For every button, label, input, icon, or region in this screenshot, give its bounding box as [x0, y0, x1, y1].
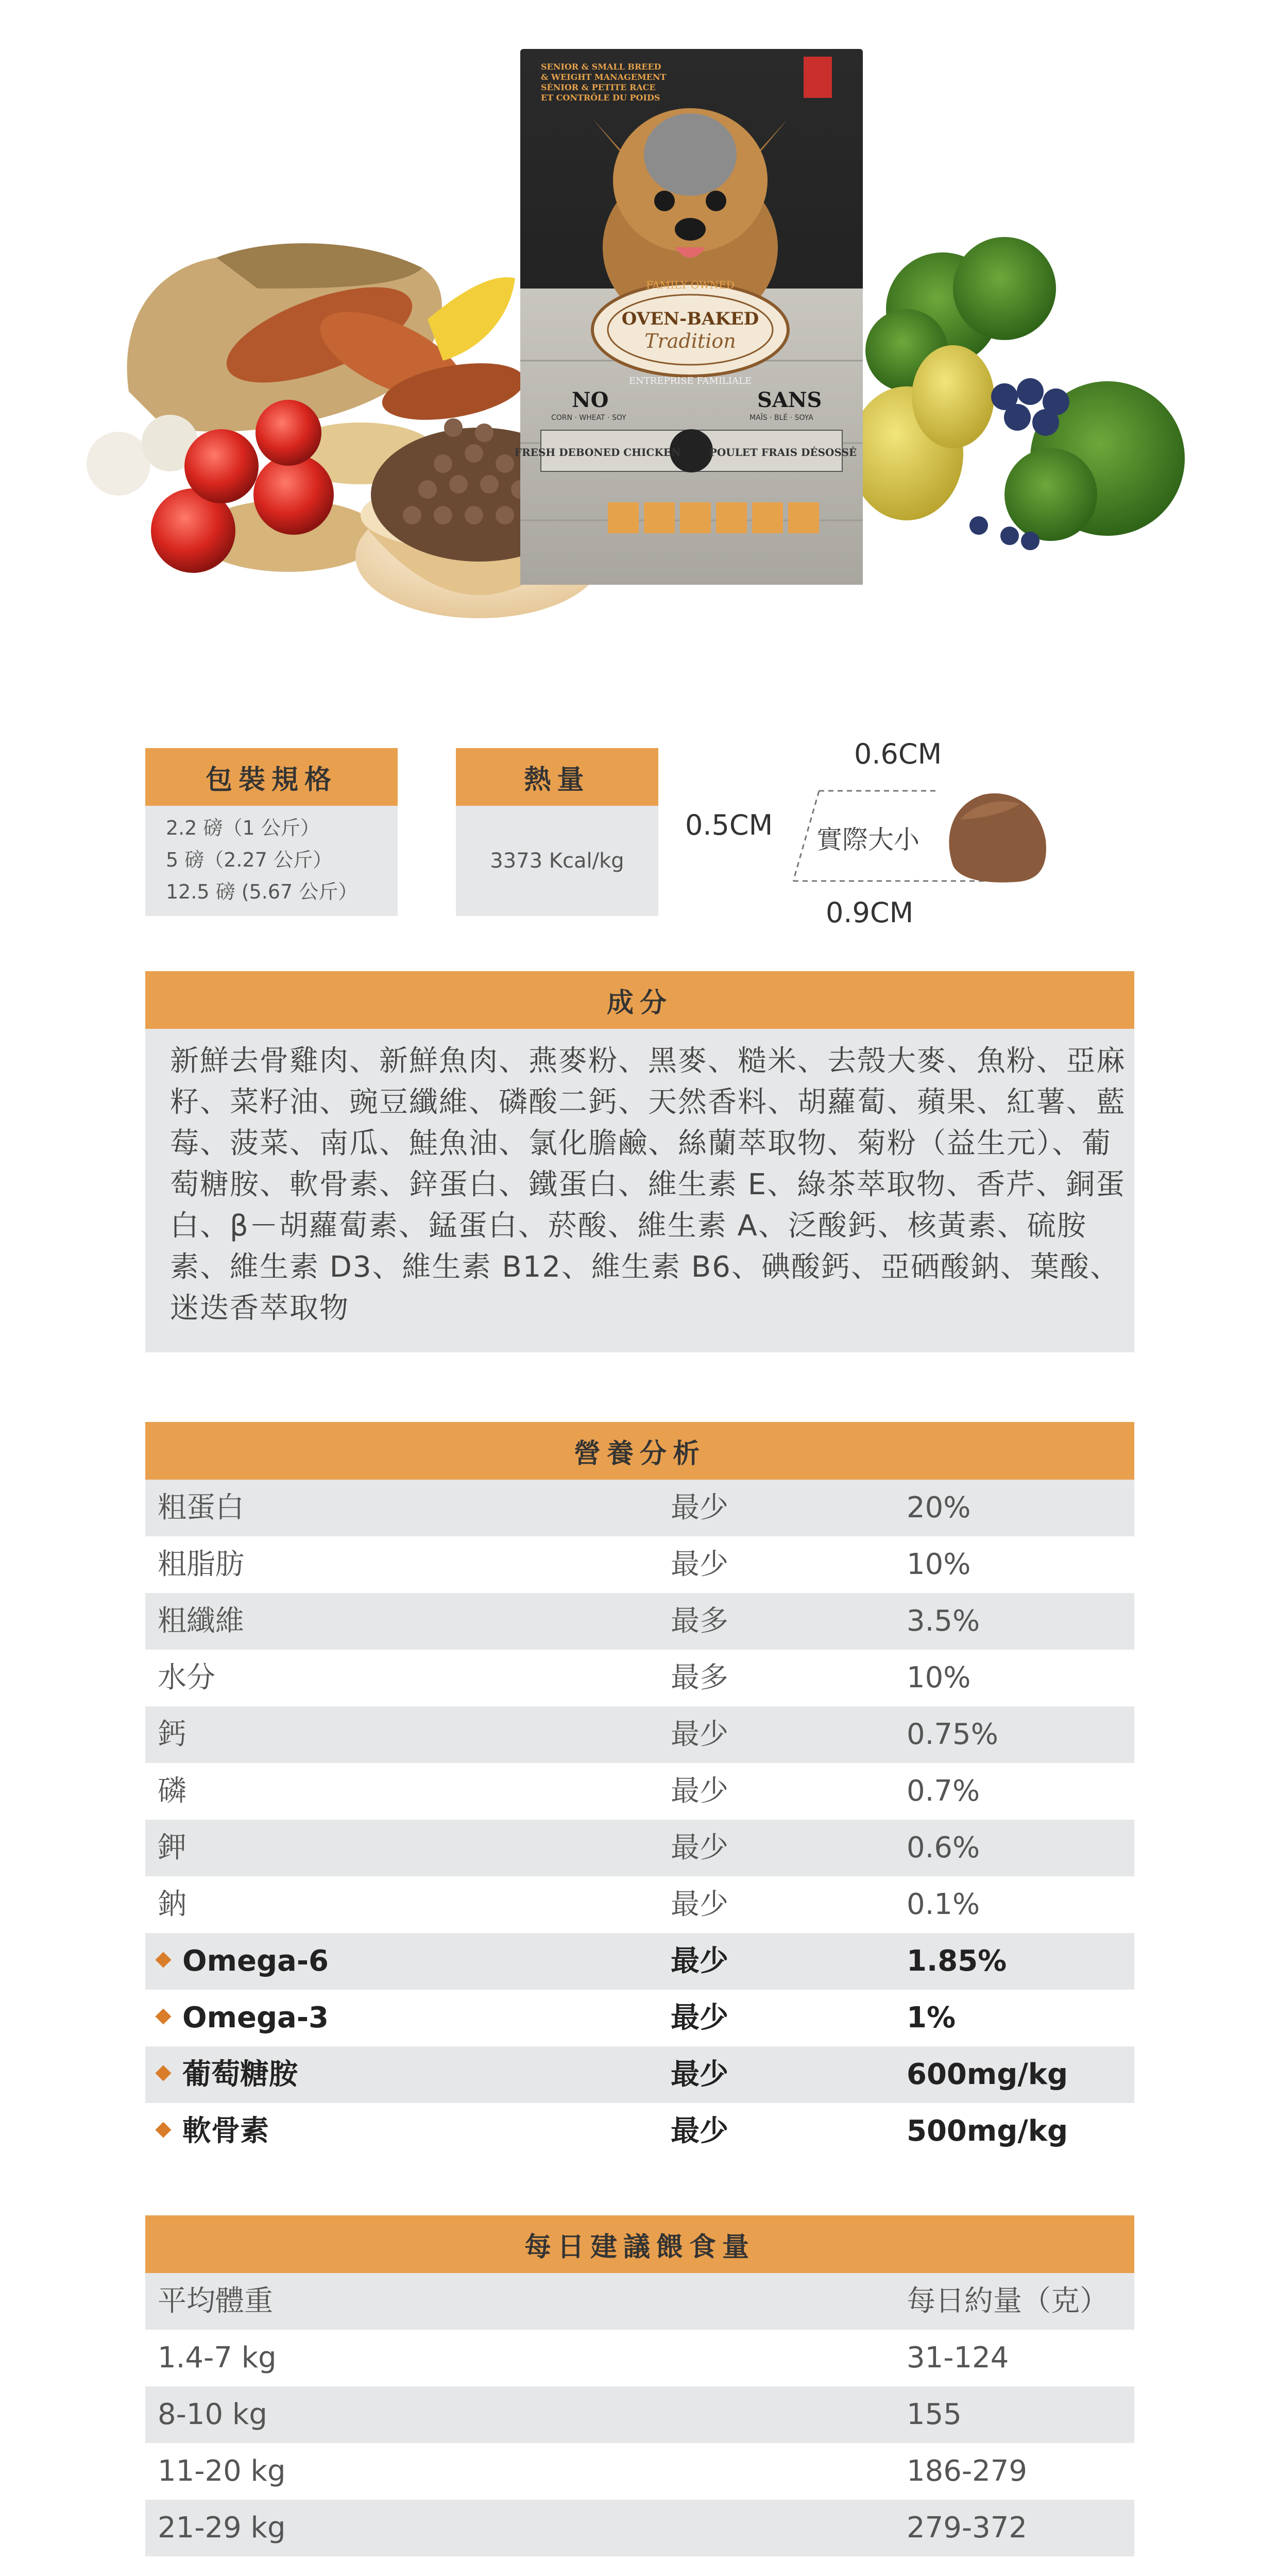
- nutrient-name: [158, 1820, 186, 1876]
- nutrition-row: [145, 2046, 1134, 2103]
- nutrient-name-text: 粗纖維: [158, 1604, 244, 1638]
- packaging-line-1: 2.2 磅（1 公斤）: [166, 817, 320, 839]
- nutrient-qualifier: 最少: [671, 1491, 728, 1524]
- nutrient-value: 10%: [907, 1661, 971, 1694]
- nutrition-row: [145, 1480, 1134, 1536]
- feeding-row: [145, 2386, 1134, 2443]
- nutrient-name: [158, 1480, 244, 1536]
- nutrient-qualifier: 最少: [671, 1774, 728, 1808]
- nutrition-header: 營養分析: [145, 1422, 1134, 1480]
- nutrient-qualifier: 最少: [671, 2001, 728, 2035]
- nutrient-qualifier: 最少: [671, 1831, 728, 1865]
- nutrient-name-text: 鈣: [158, 1718, 186, 1751]
- nutrition-row: [145, 2103, 1134, 2160]
- nutrient-qualifier: 最少: [671, 2058, 728, 2091]
- nutrient-name: [158, 1593, 244, 1650]
- sans-sub: MAÏS · BLÉ · SOYA: [749, 414, 813, 422]
- nutrient-qualifier: 最少: [671, 1718, 728, 1751]
- no-sub: CORN · WHEAT · SOY: [551, 414, 626, 422]
- diamond-bullet-icon: [155, 2008, 171, 2024]
- nutrient-name: [158, 1933, 329, 1990]
- packaging-header: 包裝規格: [145, 748, 398, 806]
- kibble-height-label: 0.5CM: [685, 809, 773, 841]
- calorie-box: [456, 806, 658, 916]
- nutrient-name: [158, 2046, 298, 2103]
- nutrient-name-text: 粗脂肪: [158, 1548, 244, 1581]
- diamond-bullet-icon: [155, 2065, 171, 2081]
- feeding-row: [145, 2330, 1134, 2386]
- nutrient-name: [158, 1990, 329, 2046]
- ingredients-text: 新鮮去骨雞肉、新鮮魚肉、燕麥粉、黑麥、糙米、去殼大麥、魚粉、亞麻籽、菜籽油、豌豆纖維、磷酸二鈣、天然香料、胡蘿蔔、蘋果、紅薯、藍莓、菠菜、南瓜、鮭魚油、氯化膽鹼、絲蘭萃取物、菊粉（益生元）、葡萄糖胺、軟骨素、鋅蛋白、鐵蛋白、維生素 E、綠茶萃取物、香芹、銅蛋白、β－胡蘿蔔素、錳蛋白、菸酸、維生素 A、泛酸鈣、核黃素、硫胺素、維生素 D3、維生素 B12、維生素 B6、碘酸鈣、亞硒酸鈉、葉酸、迷迭香萃取物: [170, 1044, 1126, 1325]
- feeding-amount: 186-279: [907, 2454, 1027, 2488]
- packaging-line-3: 12.5 磅 (5.67 公斤）: [166, 880, 358, 903]
- bag-top-line-2: & WEIGHT MANAGEMENT: [541, 72, 667, 82]
- bag-top-line-4: ET CONTRÔLE DU POIDS: [541, 93, 660, 103]
- feeding-row: [145, 2500, 1134, 2556]
- feeding-weight: 21-29 kg: [158, 2511, 286, 2545]
- bag-top-line-1: SENIOR & SMALL BREED: [541, 62, 661, 72]
- calorie-header: 熱量: [456, 748, 658, 806]
- sans-label: SANS: [757, 388, 822, 412]
- nutrient-name-text: 鈉: [158, 1888, 186, 1921]
- no-label: NO: [572, 388, 609, 412]
- nutrient-value: 0.1%: [907, 1888, 980, 1921]
- nutrition-row: [145, 1650, 1134, 1706]
- brand-name-line2: Tradition: [644, 330, 736, 352]
- nutrient-value: 0.75%: [907, 1718, 998, 1751]
- nutrient-name: [158, 1650, 215, 1706]
- product-bag: [515, 49, 863, 585]
- nutrition-row: [145, 1876, 1134, 1933]
- fresh-chicken-fr: POULET FRAIS DÉSOSSÉ: [709, 446, 857, 459]
- kibble-width-label: 0.6CM: [854, 738, 942, 770]
- nutrient-qualifier: 最少: [671, 1548, 728, 1581]
- nutrient-value: 600mg/kg: [907, 2058, 1068, 2091]
- nutrient-name-text: 軟骨素: [182, 2114, 269, 2148]
- feeding-weight: 8-10 kg: [158, 2398, 267, 2431]
- feeding-amount: 279-372: [907, 2511, 1027, 2545]
- nutrient-name-text: 鉀: [158, 1831, 186, 1865]
- calorie-value: 3373 Kcal/kg: [490, 849, 624, 873]
- nutrient-value: 500mg/kg: [907, 2114, 1068, 2148]
- feeding-amount: 31-124: [907, 2341, 1009, 2375]
- nutrition-row: [145, 1763, 1134, 1820]
- nutrient-name-text: 水分: [158, 1661, 215, 1694]
- actual-size-label: 實際大小: [816, 825, 919, 855]
- nutrient-name: [158, 1763, 186, 1820]
- nutrition-row: [145, 1820, 1134, 1876]
- diamond-bullet-icon: [155, 2122, 171, 2138]
- nutrient-name: [158, 2103, 269, 2160]
- nutrient-name: [158, 1876, 186, 1933]
- product-hero-image: [0, 0, 1278, 670]
- packaging-box: [145, 806, 398, 916]
- nutrient-name: [158, 1706, 186, 1763]
- nutrition-row: [145, 1933, 1134, 1990]
- canada-flag-icon: [804, 57, 832, 98]
- feeding-row: [145, 2443, 1134, 2500]
- nutrient-qualifier: 最少: [671, 1888, 728, 1921]
- ingredients-header: 成分: [145, 971, 1134, 1029]
- nutrient-qualifier: 最多: [671, 1661, 728, 1694]
- feeding-header-row: [145, 2273, 1134, 2330]
- nutrition-row: [145, 1536, 1134, 1593]
- nutrient-name-text: 葡萄糖胺: [182, 2058, 298, 2091]
- nutrient-name-text: Omega-3: [182, 2001, 329, 2035]
- nutrient-qualifier: 最少: [671, 1944, 728, 1978]
- badge-bottom-text: ENTREPRISE FAMILIALE: [628, 376, 752, 386]
- nutrient-name-text: 磷: [158, 1774, 186, 1808]
- feeding-amount: 155: [907, 2398, 962, 2431]
- nutrition-row: [145, 1706, 1134, 1763]
- kibble-depth-label: 0.9CM: [826, 896, 914, 929]
- badge-family-text: FAMILY OWNED: [646, 279, 735, 291]
- bag-top-line-3: SÉNIOR & PETITE RACE: [541, 82, 656, 92]
- feeding-col-weight: 平均體重: [158, 2284, 273, 2318]
- nutrition-row: [145, 1990, 1134, 2046]
- packaging-line-2: 5 磅（2.27 公斤）: [166, 849, 332, 871]
- nutrient-value: 20%: [907, 1491, 971, 1524]
- nutrient-name-text: Omega-6: [182, 1944, 329, 1978]
- feeding-header: 每日建議餵食量: [145, 2215, 1134, 2273]
- feeding-weight: 1.4-7 kg: [158, 2341, 277, 2375]
- nutrient-name-text: 粗蛋白: [158, 1491, 244, 1524]
- nutrient-value: 0.6%: [907, 1831, 980, 1865]
- nutrient-value: 0.7%: [907, 1774, 980, 1808]
- feeding-col-amount: 每日約量（克）: [907, 2284, 1109, 2318]
- nutrient-value: 3.5%: [907, 1604, 980, 1638]
- nutrient-qualifier: 最多: [671, 1604, 728, 1638]
- kibble-icon: [949, 793, 1046, 883]
- nutrient-value: 1.85%: [907, 1944, 1007, 1978]
- nutrient-qualifier: 最少: [671, 2114, 728, 2148]
- diamond-bullet-icon: [155, 1952, 171, 1968]
- nutrient-name: [158, 1536, 244, 1593]
- brand-name-line1: OVEN-BAKED: [621, 309, 759, 329]
- nutrition-row: [145, 1593, 1134, 1650]
- nutrient-value: 10%: [907, 1548, 971, 1581]
- nutrient-value: 1%: [907, 2001, 956, 2035]
- fresh-chicken-en: FRESH DEBONED CHICKEN: [514, 446, 681, 459]
- feeding-weight: 11-20 kg: [158, 2454, 286, 2488]
